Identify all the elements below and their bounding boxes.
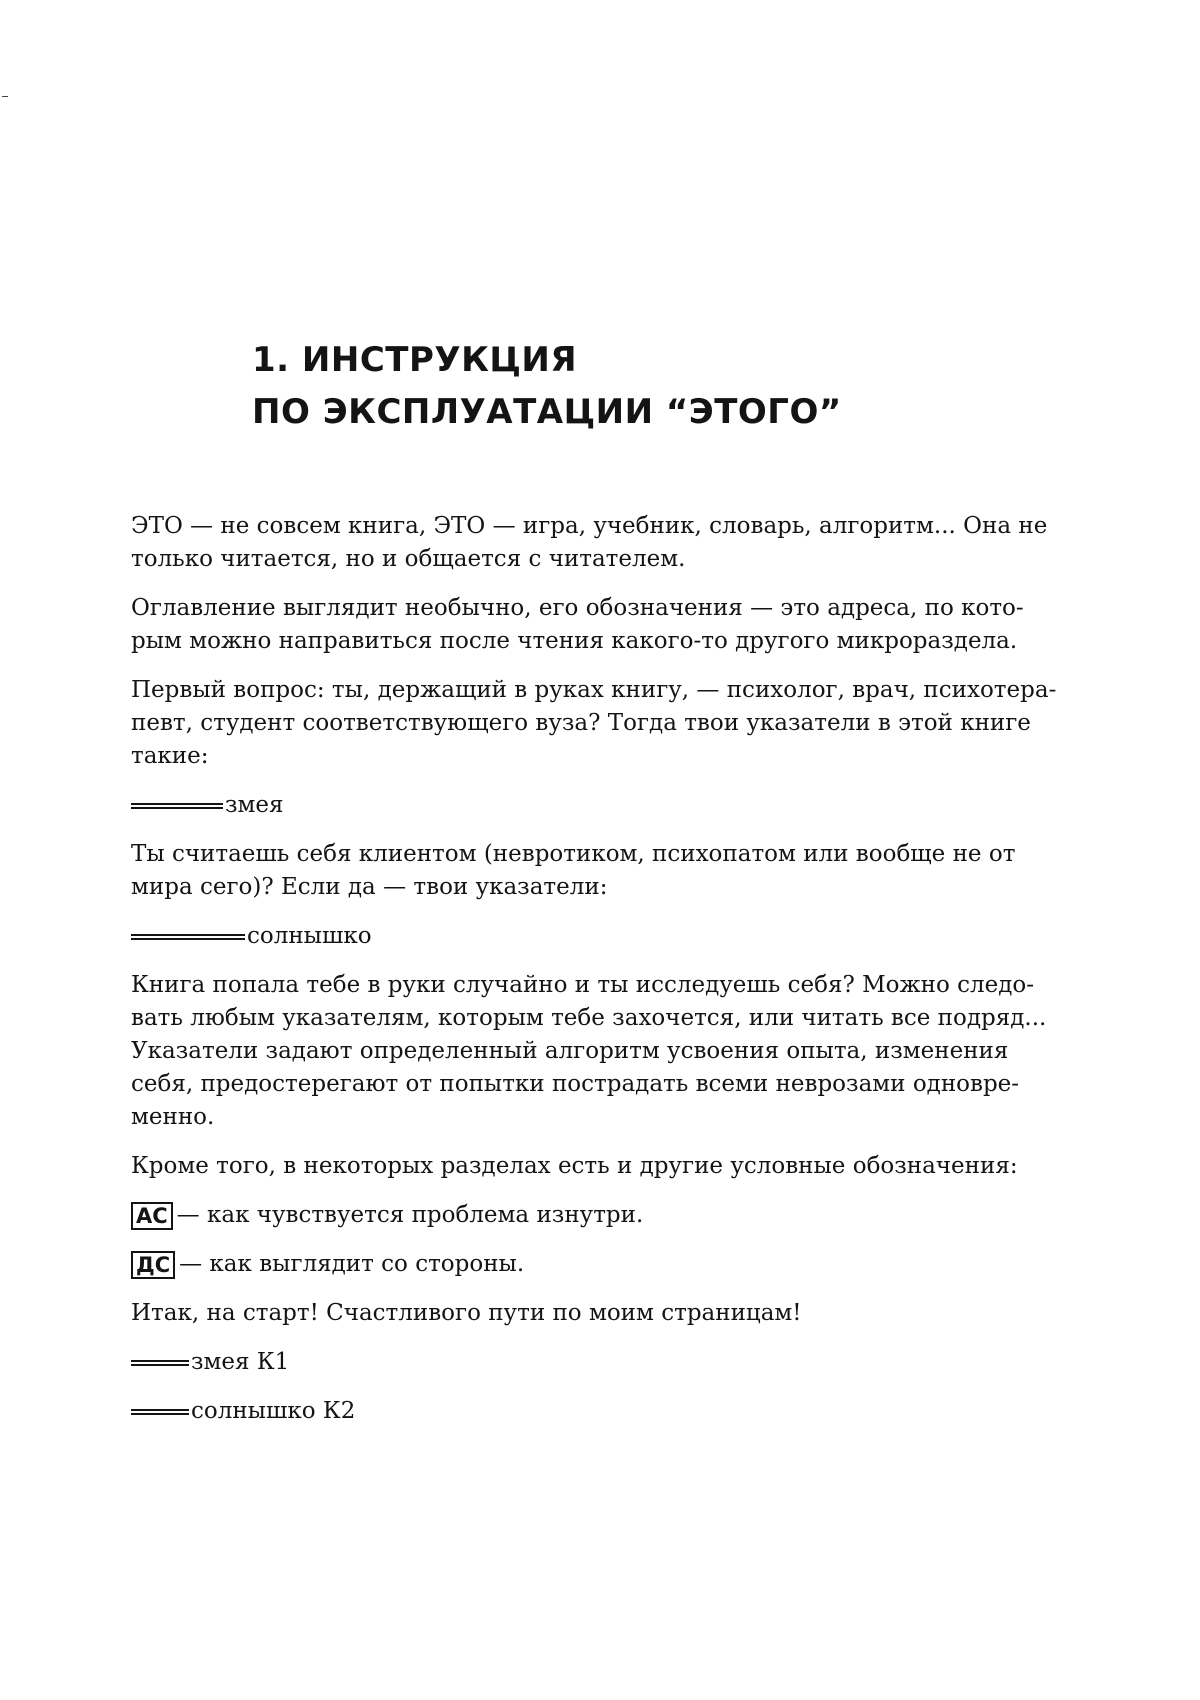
ds-badge: ДС [131, 1251, 175, 1279]
chapter-title [252, 334, 842, 438]
pointer-label: змея К1 [191, 1349, 290, 1375]
paragraph-random-reader [131, 969, 1071, 1134]
paragraph-line: менно. [131, 1104, 215, 1130]
pointer-rule-icon [131, 803, 223, 809]
paragraph-line: Ты считаешь себя клиентом (невротиком, психопатом или вообще не от [131, 841, 1016, 867]
paragraph-line: вать любым указателям, которым тебе захочется, или читать все подряд... [131, 1005, 1047, 1031]
pointer-solnyshko-k2 [131, 1395, 1071, 1428]
legend-as-text: — как чувствуется проблема изнутри. [176, 1202, 644, 1228]
pointer-label: змея [225, 792, 284, 818]
legend-as [131, 1199, 1071, 1232]
legend-ds [131, 1248, 1071, 1281]
paragraph-line: только читается, но и общается с читателем. [131, 546, 686, 572]
paragraph-line: Оглавление выглядит необычно, его обозначения — это адреса, по кото- [131, 595, 1024, 621]
chapter-title-line-2: ПО ЭКСПЛУАТАЦИИ “ЭТОГО” [252, 392, 842, 432]
paragraph-line: Книга попала тебе в руки случайно и ты исследуешь себя? Можно следо- [131, 972, 1035, 998]
paragraph-line: Указатели задают определенный алгоритм усвоения опыта, изменения [131, 1038, 1009, 1064]
pointer-rule-icon [131, 934, 245, 940]
paragraph-line: певт, студент соответствующего вуза? Тогда твои указатели в этой книге [131, 710, 1031, 736]
paragraph-contents [131, 592, 1071, 658]
paragraph-start: Итак, на старт! Счастливого пути по моим страницам! [131, 1300, 802, 1326]
chapter-body [131, 510, 1071, 1444]
pointer-label: солнышко К2 [191, 1398, 356, 1424]
paragraph-line: рым можно направиться после чтения какого-то другого микрораздела. [131, 628, 1018, 654]
paragraph-line: такие: [131, 743, 209, 769]
as-badge: АС [131, 1202, 173, 1230]
chapter-title-line-1: 1. ИНСТРУКЦИЯ [252, 340, 578, 380]
corner-mark [2, 96, 8, 97]
paragraph-client [131, 838, 1071, 904]
paragraph-line: себя, предостерегают от попытки пострадать всеми неврозами одновре- [131, 1071, 1020, 1097]
pointer-rule-icon [131, 1409, 189, 1415]
paragraph-line: ЭТО — не совсем книга, ЭТО — игра, учебник, словарь, алгоритм... Она не [131, 513, 1048, 539]
paragraph-legend-intro: Кроме того, в некоторых разделах есть и другие условные обозначения: [131, 1153, 1018, 1179]
pointer-solnyshko [131, 920, 1071, 953]
pointer-rule-icon [131, 1360, 189, 1366]
paragraph-line: Первый вопрос: ты, держащий в руках книгу, — психолог, врач, психотера- [131, 677, 1057, 703]
paragraph-first-question [131, 674, 1071, 773]
pointer-zmeya [131, 789, 1071, 822]
paragraph-intro [131, 510, 1071, 576]
legend-ds-text: — как выглядит со стороны. [179, 1251, 525, 1277]
pointer-zmeya-k1 [131, 1346, 1071, 1379]
pointer-label: солнышко [247, 923, 372, 949]
paragraph-line: мира сего)? Если да — твои указатели: [131, 874, 608, 900]
